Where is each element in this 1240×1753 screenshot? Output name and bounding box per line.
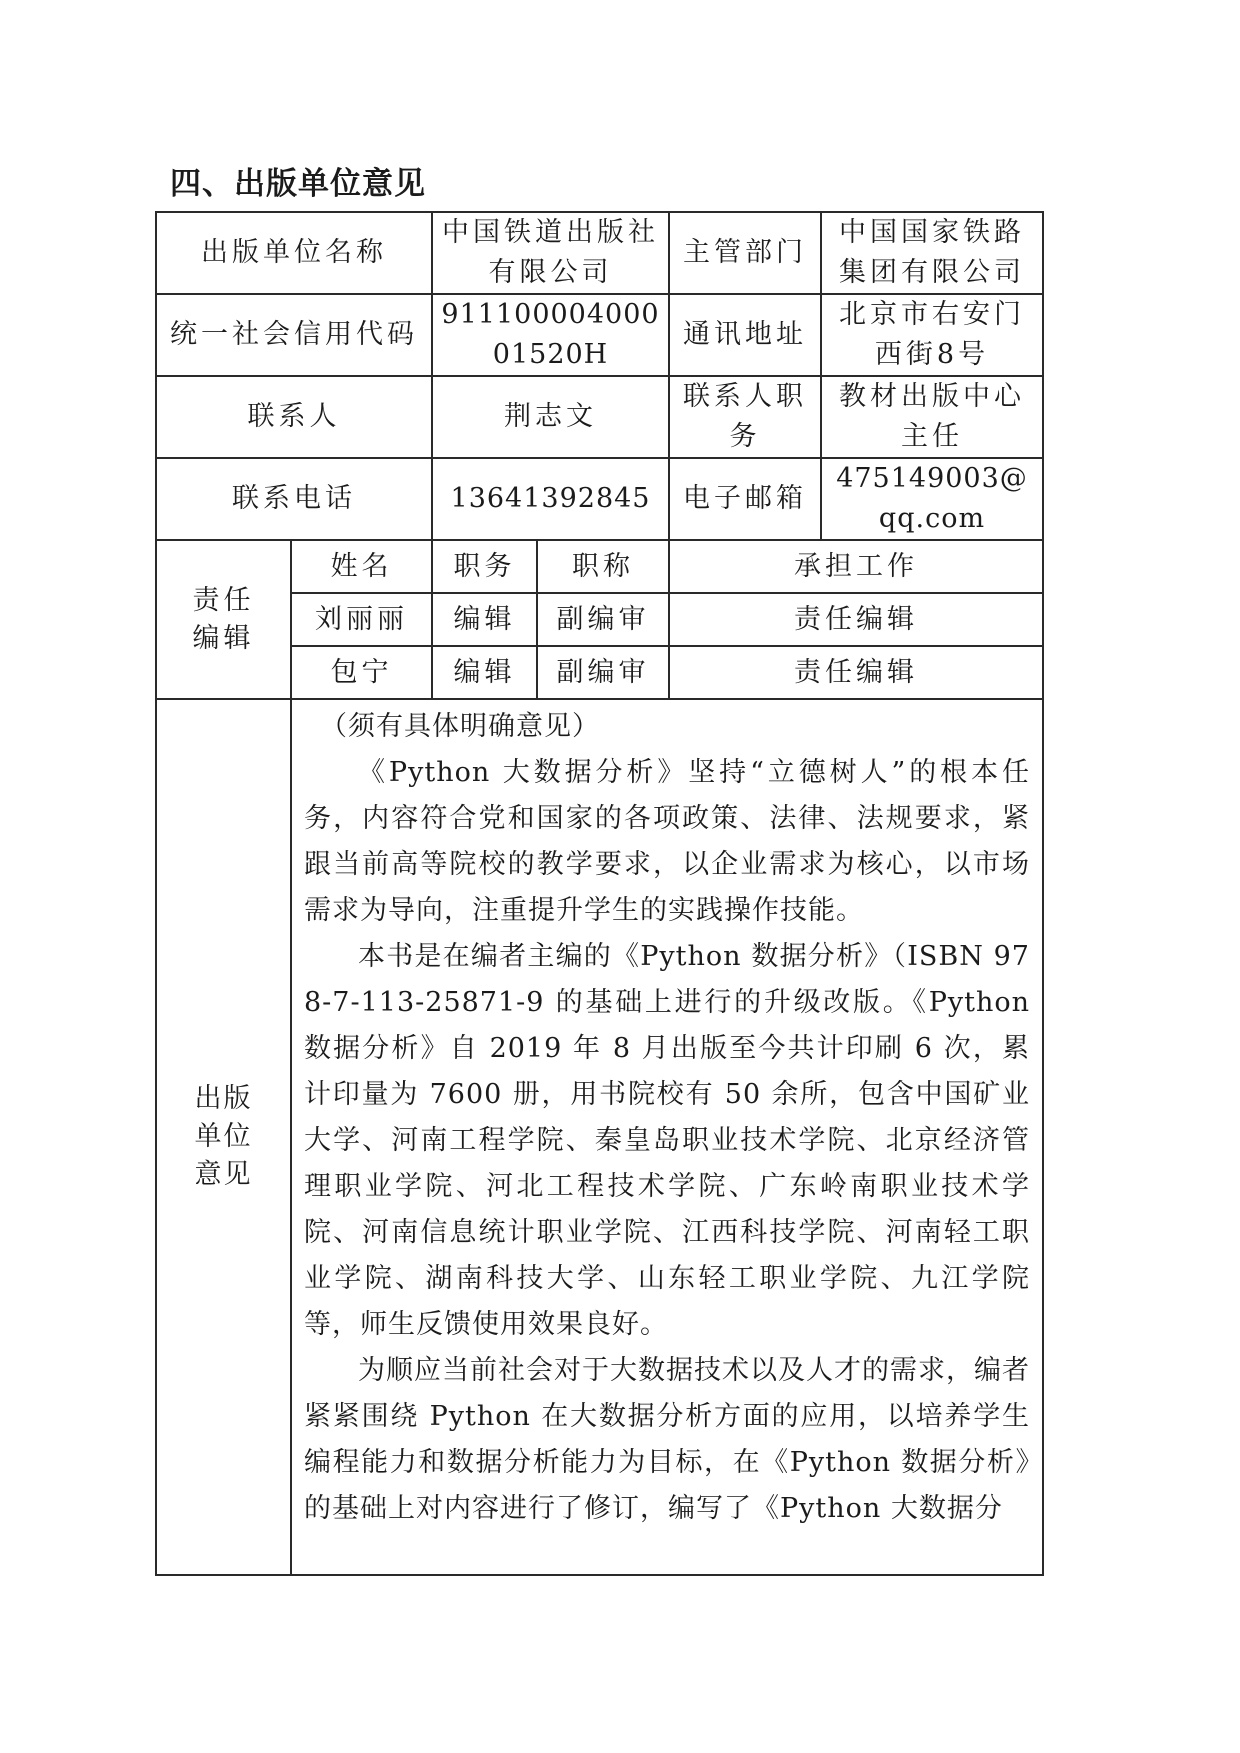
- supervising-dept-label: 主管部门: [669, 212, 821, 294]
- editor-header-work: 承担工作: [669, 540, 1043, 593]
- form-row-phone: [156, 458, 1043, 540]
- editor-header-row: [156, 540, 1043, 593]
- editor-header-name: 姓名: [291, 540, 432, 593]
- opinion-label: 出版单位意见: [156, 699, 291, 1575]
- publisher-opinion-form: [155, 211, 1044, 1576]
- email-label: 电子邮箱: [669, 458, 821, 540]
- editor-work: 责任编辑: [669, 593, 1043, 646]
- editor-title: 副编审: [537, 646, 669, 699]
- editor-work: 责任编辑: [669, 646, 1043, 699]
- opinion-paragraph: 为顺应当前社会对于大数据技术以及人才的需求，编者紧紧围绕 Python 在大数据分析方面的应用，以培养学生编程能力和数据分析能力为目标，在《Python 数据分析》的基础上对内容进行了修订，编写了《Python 大数据分: [304, 1355, 1030, 1524]
- contact-title-value: 教材出版中心主任: [821, 376, 1043, 458]
- address-label: 通讯地址: [669, 294, 821, 376]
- editor-position: 编辑: [432, 593, 537, 646]
- publisher-name-label: 出版单位名称: [156, 212, 432, 294]
- phone-value: 13641392845: [432, 458, 669, 540]
- form-row-publisher-name: [156, 212, 1043, 294]
- publisher-name-value: 中国铁道出版社有限公司: [432, 212, 669, 294]
- address-value: 北京市右安门西街8号: [821, 294, 1043, 376]
- credit-code-value: 91110000400001520H: [432, 294, 669, 376]
- form-row-contact: [156, 376, 1043, 458]
- editor-name: 包宁: [291, 646, 432, 699]
- opinion-content: [291, 699, 1043, 1575]
- editor-header-title: 职称: [537, 540, 669, 593]
- phone-label: 联系电话: [156, 458, 432, 540]
- editor-header-position: 职务: [432, 540, 537, 593]
- editor-name: 刘丽丽: [291, 593, 432, 646]
- form-row-credit-code: [156, 294, 1043, 376]
- credit-code-label: 统一社会信用代码: [156, 294, 432, 376]
- contact-label: 联系人: [156, 376, 432, 458]
- editor-title: 副编审: [537, 593, 669, 646]
- editors-group-label: 责任编辑: [156, 540, 291, 699]
- opinion-note: （须有具体明确意见）: [320, 711, 600, 742]
- opinion-paragraph: 本书是在编者主编的《Python 数据分析》（ISBN 978-7-113-25871-9 的基础上进行的升级改版。《Python 数据分析》自 2019 年 8 月出版至今共计印刷 6 次，累计印量为 7600 册，用书院校有 50 余所，包含中国矿业大学、河南工程学院、秦皇岛职业技术学院、北京经济管理职业学院、河北工程技术学院、广东岭南职业技术学院、河南信息统计职业学院、江西科技学院、河南轻工职业学院、湖南科技大学、山东轻工职业学院、九江学院等，师生反馈使用效果良好。: [304, 941, 1030, 1340]
- opinion-paragraph: 《Python 大数据分析》坚持“立德树人”的根本任务，内容符合党和国家的各项政策、法律、法规要求，紧跟当前高等院校的教学要求，以企业需求为核心，以市场需求为导向，注重提升学生的实践操作技能。: [304, 757, 1030, 926]
- contact-value: 荆志文: [432, 376, 669, 458]
- opinion-row: [156, 699, 1043, 1575]
- email-value: 475149003@qq.com: [821, 458, 1043, 540]
- contact-title-label: 联系人职务: [669, 376, 821, 458]
- section-title: 四、出版单位意见: [170, 166, 426, 202]
- supervising-dept-value: 中国国家铁路集团有限公司: [821, 212, 1043, 294]
- editor-position: 编辑: [432, 646, 537, 699]
